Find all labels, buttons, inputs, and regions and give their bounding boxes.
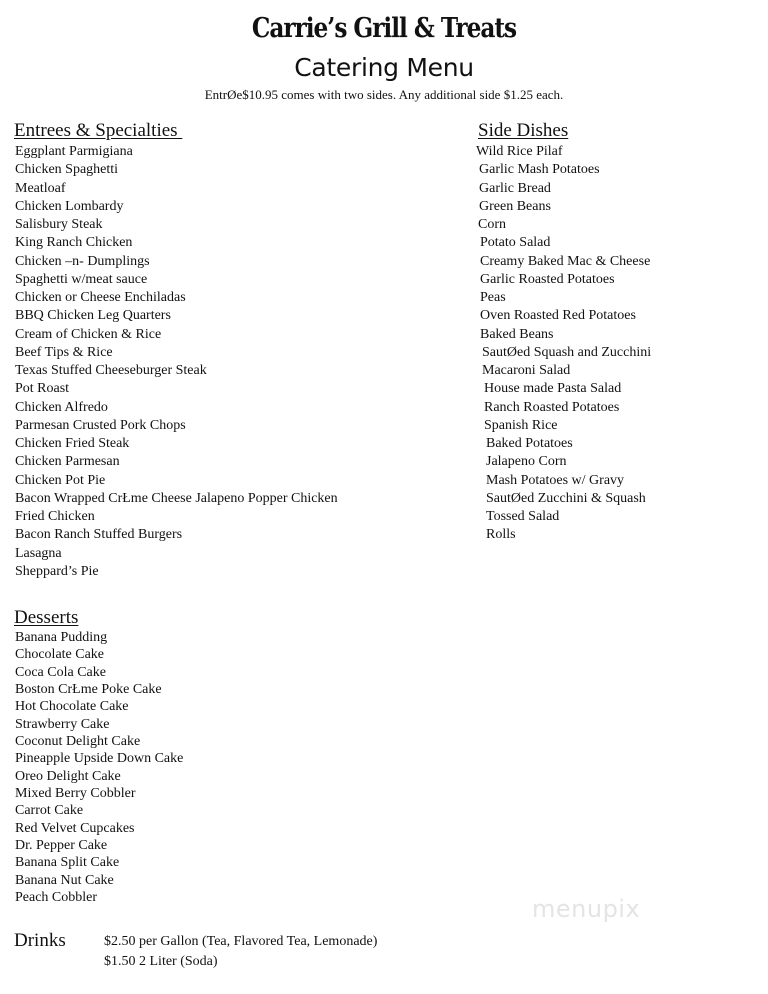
restaurant-title: Carrie’s Grill & Treats: [251, 13, 517, 44]
menu-item: Peas: [480, 290, 506, 305]
menu-item: Salisbury Steak: [15, 217, 103, 232]
menu-item: Green Beans: [479, 198, 551, 214]
menu-item: Hot Chocolate Cake: [15, 699, 129, 715]
menu-item: Strawberry Cake: [15, 716, 110, 732]
menu-item: Fried Chicken: [15, 509, 95, 524]
menu-item: Texas Stuffed Cheeseburger Steak: [15, 363, 207, 378]
sides-heading: Side Dishes: [478, 120, 569, 141]
menu-item: Macaroni Salad: [482, 363, 571, 378]
menu-item: Bacon Ranch Stuffed Burgers: [15, 527, 183, 543]
menu-item: Dr. Pepper Cake: [15, 838, 108, 854]
menu-item: Corn: [478, 217, 506, 232]
menupix-watermark: menupix: [532, 895, 641, 923]
entrees-heading: Entrees & Specialties: [14, 120, 183, 141]
drink-line: $1.50 2 Liter (Soda): [104, 954, 218, 969]
drinks-heading: Drinks: [14, 930, 66, 951]
menu-item: Ranch Roasted Potatoes: [484, 399, 620, 415]
menu-item: SautØed Zucchini & Squash: [486, 490, 646, 506]
sides-list: [476, 143, 651, 545]
menu-item: Boston CrŁme Poke Cake: [15, 682, 162, 698]
menu-item: Baked Beans: [480, 326, 554, 342]
menu-item: Potato Salad: [480, 235, 551, 251]
desserts-list: [15, 629, 183, 907]
menu-item: Baked Potatoes: [486, 436, 573, 451]
menu-item: Red Velvet Cupcakes: [15, 820, 135, 836]
menu-item: House made Pasta Salad: [484, 381, 622, 397]
menu-item: Oreo Delight Cake: [15, 768, 121, 784]
menu-item: Garlic Mash Potatoes: [479, 162, 600, 178]
menu-item: Cream of Chicken & Rice: [15, 326, 162, 342]
menu-item: Spanish Rice: [484, 417, 558, 433]
menu-item: BBQ Chicken Leg Quarters: [15, 308, 171, 324]
menu-item: Mash Potatoes w/ Gravy: [486, 472, 625, 488]
menu-item: Carrot Cake: [15, 803, 84, 819]
menu-item: Chicken or Cheese Enchiladas: [15, 290, 186, 305]
menu-item: Lasagna: [15, 545, 62, 561]
menu-item: Mixed Berry Cobbler: [15, 786, 136, 802]
menu-item: Jalapeno Corn: [486, 454, 567, 470]
menu-item: Chicken –n- Dumplings: [15, 253, 150, 269]
pricing-note: EntrØe$10.95 comes with two sides. Any additional side $1.25 each.: [204, 87, 564, 102]
menu-item: Rolls: [486, 527, 516, 543]
menu-item: Oven Roasted Red Potatoes: [480, 308, 636, 324]
menu-item: Garlic Roasted Potatoes: [480, 271, 615, 287]
menu-item: Sheppard’s Pie: [15, 563, 99, 579]
menu-item: Garlic Bread: [479, 180, 551, 196]
menu-item: Creamy Baked Mac & Cheese: [480, 253, 651, 269]
menu-item: Beef Tips & Rice: [15, 344, 113, 360]
menu-item: Banana Pudding: [15, 630, 108, 645]
menu-item: Pineapple Upside Down Cake: [15, 751, 184, 767]
menu-item: SautØed Squash and Zucchini: [482, 344, 652, 360]
menu-subtitle: Catering Menu: [294, 53, 474, 82]
menu-item: Chocolate Cake: [15, 647, 105, 663]
menu-item: Spaghetti w/meat sauce: [15, 271, 148, 287]
menu-item: Coca Cola Cake: [15, 664, 106, 680]
desserts-heading: Desserts: [14, 607, 79, 628]
menu-item: Parmesan Crusted Pork Chops: [15, 417, 186, 433]
menu-item: Chicken Pot Pie: [15, 472, 106, 488]
menu-item: King Ranch Chicken: [15, 235, 133, 251]
menu-item: Coconut Delight Cake: [15, 734, 141, 750]
menu-item: Chicken Parmesan: [15, 454, 120, 470]
menu-item: Eggplant Parmigiana: [15, 144, 133, 159]
entrees-list: [15, 143, 338, 581]
menu-item: Chicken Spaghetti: [15, 162, 119, 178]
menu-item: Banana Split Cake: [15, 855, 120, 871]
menu-item: Tossed Salad: [486, 509, 560, 524]
menu-item: Meatloaf: [15, 180, 66, 196]
menu-item: Chicken Alfredo: [15, 399, 108, 415]
menu-item: Bacon Wrapped CrŁme Cheese Jalapeno Popper Chicken: [15, 490, 338, 506]
menu-item: Pot Roast: [15, 381, 70, 397]
menu-item: Wild Rice Pilaf: [476, 144, 563, 159]
menu-item: Chicken Fried Steak: [15, 436, 130, 451]
drink-line: $2.50 per Gallon (Tea, Flavored Tea, Lemonade): [104, 934, 378, 949]
menu-item: Banana Nut Cake: [15, 872, 114, 888]
menu-item: Peach Cobbler: [15, 890, 98, 906]
menu-item: Chicken Lombardy: [15, 198, 124, 214]
